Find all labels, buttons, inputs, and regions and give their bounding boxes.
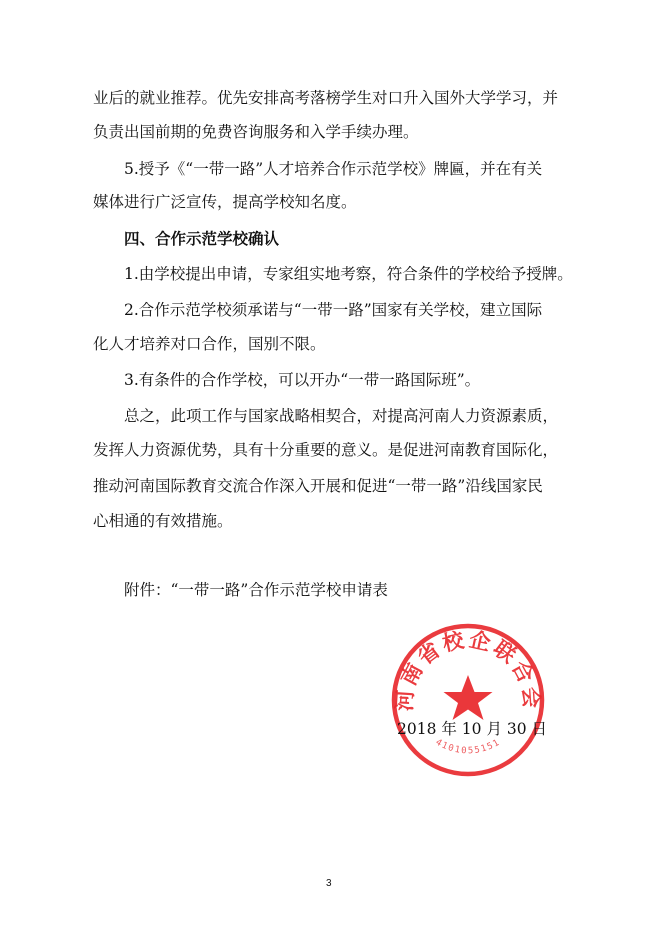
- paragraph-line: 5.授予《“一带一路”人才培养合作示范学校》牌匾，并在有关: [124, 160, 543, 178]
- paragraph-line: 1.由学校提出申请，专家组实地考察，符合条件的学校给予授牌。: [124, 265, 573, 283]
- paragraph-line: 媒体进行广泛宣传，提高学校知名度。: [93, 193, 357, 211]
- section-heading: 四、合作示范学校确认: [124, 229, 280, 248]
- paragraph-line: 化人才培养对口合作，国别不限。: [93, 335, 326, 353]
- document-date: 2018 年 10 月 30 日: [397, 720, 548, 738]
- paragraph-line: 3.有条件的合作学校，可以开办“一带一路国际班”。: [124, 371, 481, 389]
- page-number: 3: [326, 878, 332, 889]
- paragraph-line: 总之，此项工作与国家战略相契合，对提高河南人力资源素质，: [124, 407, 559, 425]
- seal-number: 4101055151: [433, 737, 503, 757]
- svg-text:4101055151: [434, 738, 503, 757]
- attachment-line: 附件：“一带一路”合作示范学校申请表: [124, 581, 388, 599]
- paragraph-line: 业后的就业推荐。优先安排高考落榜学生对口升入国外大学学习，并: [93, 89, 559, 107]
- star-icon: [444, 675, 493, 720]
- official-seal: [388, 620, 548, 780]
- paragraph-line: 2.合作示范学校须承诺与“一带一路”国家有关学校，建立国际: [124, 301, 543, 319]
- paragraph-line: 心相通的有效措施。: [93, 512, 233, 530]
- seal-text: 河南省校企联合会: [392, 627, 544, 712]
- paragraph-line: 推动河南国际教育交流合作深入开展和促进“一带一路”沿线国家民: [93, 477, 543, 495]
- paragraph-line: 发挥人力资源优势，具有十分重要的意义。是促进河南教育国际化，: [93, 441, 559, 459]
- paragraph-line: 负责出国前期的免费咨询服务和入学手续办理。: [93, 123, 419, 141]
